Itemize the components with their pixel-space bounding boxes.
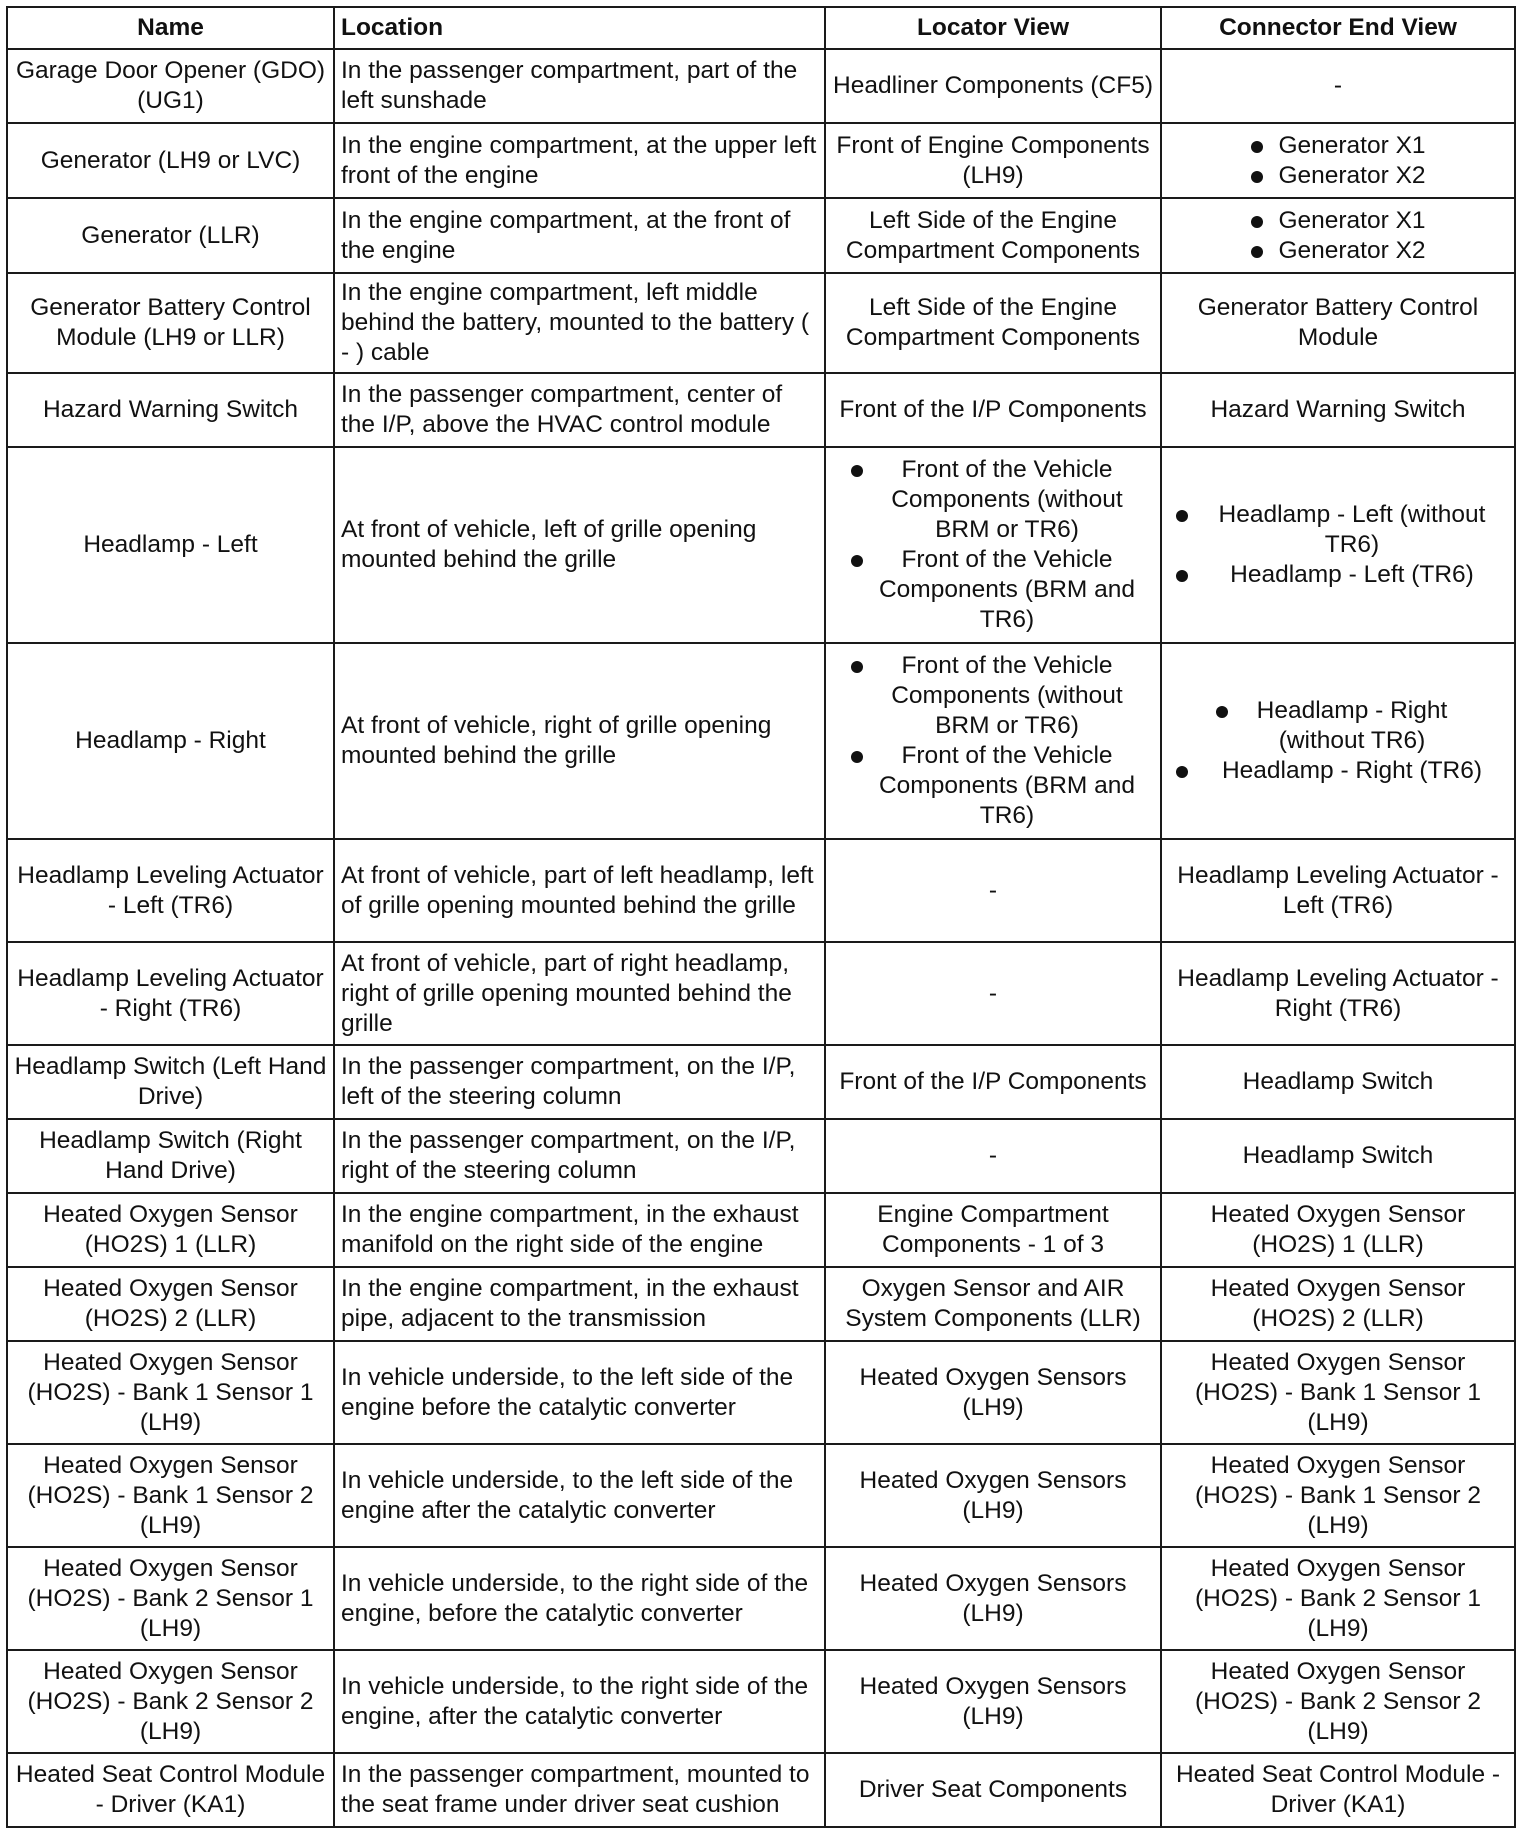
cell-connector-end-view: Heated Oxygen Sensor (HO2S) - Bank 2 Sensor 1 (LH9) (1161, 1547, 1515, 1650)
table-row (7, 1650, 1515, 1753)
cell-location: At front of vehicle, part of right headlamp, right of grille opening mounted behind the grille (334, 942, 825, 1045)
cell-location: In the engine compartment, in the exhaust manifold on the right side of the engine (334, 1193, 825, 1267)
component-locator-table (6, 6, 1516, 1828)
bullet-item: Headlamp - Right (without TR6) (1214, 696, 1462, 756)
cell-locator-view: Left Side of the Engine Compartment Components (825, 273, 1161, 373)
cell-location: At front of vehicle, part of left headlamp, left of grille opening mounted behind the grille (334, 839, 825, 942)
bullet-list (1168, 500, 1508, 590)
cell-connector-end-view (1161, 643, 1515, 839)
bullet-list (832, 651, 1154, 831)
cell-connector-end-view (1161, 123, 1515, 198)
cell-connector-end-view: Generator Battery Control Module (1161, 273, 1515, 373)
cell-name: Heated Oxygen Sensor (HO2S) - Bank 1 Sensor 1 (LH9) (7, 1341, 334, 1444)
cell-name: Headlamp Leveling Actuator - Right (TR6) (7, 942, 334, 1045)
cell-locator-view: Oxygen Sensor and AIR System Components (LLR) (825, 1267, 1161, 1341)
table-row (7, 1753, 1515, 1827)
cell-name: Heated Oxygen Sensor (HO2S) - Bank 2 Sensor 2 (LH9) (7, 1650, 334, 1753)
cell-name: Heated Oxygen Sensor (HO2S) - Bank 1 Sensor 2 (LH9) (7, 1444, 334, 1547)
table-row (7, 1444, 1515, 1547)
cell-connector-end-view: - (1161, 49, 1515, 123)
cell-connector-end-view: Heated Oxygen Sensor (HO2S) - Bank 2 Sensor 2 (LH9) (1161, 1650, 1515, 1753)
table-row (7, 123, 1515, 198)
cell-location: In vehicle underside, to the right side of the engine, after the catalytic converter (334, 1650, 825, 1753)
cell-locator-view: Front of the I/P Components (825, 373, 1161, 447)
cell-location: At front of vehicle, right of grille opening mounted behind the grille (334, 643, 825, 839)
table-row (7, 273, 1515, 373)
cell-location: In vehicle underside, to the right side of the engine, before the catalytic converter (334, 1547, 825, 1650)
cell-location: In the engine compartment, left middle behind the battery, mounted to the battery ( - ) cable (334, 273, 825, 373)
cell-connector-end-view: Headlamp Switch (1161, 1045, 1515, 1119)
cell-connector-end-view: Heated Seat Control Module - Driver (KA1) (1161, 1753, 1515, 1827)
cell-connector-end-view: Heated Oxygen Sensor (HO2S) 1 (LLR) (1161, 1193, 1515, 1267)
bullet-item: Generator X2 (1249, 161, 1427, 191)
bullet-list (1168, 131, 1508, 191)
cell-connector-end-view: Hazard Warning Switch (1161, 373, 1515, 447)
cell-locator-view: Driver Seat Components (825, 1753, 1161, 1827)
cell-name: Generator (LH9 or LVC) (7, 123, 334, 198)
table-row (7, 1267, 1515, 1341)
cell-connector-end-view: Heated Oxygen Sensor (HO2S) - Bank 1 Sensor 1 (LH9) (1161, 1341, 1515, 1444)
cell-name: Headlamp Switch (Left Hand Drive) (7, 1045, 334, 1119)
cell-name: Garage Door Opener (GDO) (UG1) (7, 49, 334, 123)
cell-name: Heated Oxygen Sensor (HO2S) 2 (LLR) (7, 1267, 334, 1341)
cell-name: Generator Battery Control Module (LH9 or LLR) (7, 273, 334, 373)
bullet-list (1168, 696, 1508, 786)
bullet-item: Front of the Vehicle Components (BRM and TR6) (849, 741, 1137, 831)
cell-name: Headlamp - Right (7, 643, 334, 839)
cell-name: Headlamp - Left (7, 447, 334, 643)
bullet-item: Front of the Vehicle Components (without BRM or TR6) (849, 651, 1137, 741)
bullet-list (1168, 206, 1508, 266)
cell-locator-view: Headliner Components (CF5) (825, 49, 1161, 123)
cell-connector-end-view: Heated Oxygen Sensor (HO2S) 2 (LLR) (1161, 1267, 1515, 1341)
cell-locator-view: Engine Compartment Components - 1 of 3 (825, 1193, 1161, 1267)
bullet-item: Headlamp - Left (without TR6) (1174, 500, 1502, 560)
cell-locator-view: - (825, 942, 1161, 1045)
cell-locator-view: - (825, 839, 1161, 942)
table-row (7, 198, 1515, 273)
cell-connector-end-view: Headlamp Leveling Actuator - Left (TR6) (1161, 839, 1515, 942)
cell-name: Hazard Warning Switch (7, 373, 334, 447)
table-row (7, 447, 1515, 643)
cell-location: At front of vehicle, left of grille opening mounted behind the grille (334, 447, 825, 643)
table-row (7, 1193, 1515, 1267)
cell-locator-view: Front of Engine Components (LH9) (825, 123, 1161, 198)
bullet-item: Generator X1 (1249, 131, 1427, 161)
table-row (7, 1341, 1515, 1444)
cell-connector-end-view: Heated Oxygen Sensor (HO2S) - Bank 1 Sensor 2 (LH9) (1161, 1444, 1515, 1547)
cell-name: Headlamp Leveling Actuator - Left (TR6) (7, 839, 334, 942)
table-row (7, 373, 1515, 447)
table-row (7, 839, 1515, 942)
cell-name: Generator (LLR) (7, 198, 334, 273)
cell-connector-end-view (1161, 198, 1515, 273)
table-row (7, 49, 1515, 123)
cell-locator-view: Heated Oxygen Sensors (LH9) (825, 1341, 1161, 1444)
table-row (7, 1045, 1515, 1119)
cell-location: In the passenger compartment, part of the left sunshade (334, 49, 825, 123)
table-row (7, 1547, 1515, 1650)
cell-connector-end-view (1161, 447, 1515, 643)
table-row (7, 643, 1515, 839)
bullet-item: Headlamp - Right (TR6) (1174, 756, 1502, 786)
cell-locator-view: Heated Oxygen Sensors (LH9) (825, 1650, 1161, 1753)
table-row (7, 942, 1515, 1045)
cell-name: Heated Oxygen Sensor (HO2S) 1 (LLR) (7, 1193, 334, 1267)
bullet-item: Generator X1 (1249, 206, 1427, 236)
component-locator-page (6, 6, 1516, 1828)
cell-name: Heated Oxygen Sensor (HO2S) - Bank 2 Sensor 1 (LH9) (7, 1547, 334, 1650)
cell-locator-view: Left Side of the Engine Compartment Components (825, 198, 1161, 273)
cell-locator-view: Front of the I/P Components (825, 1045, 1161, 1119)
table-header-row (7, 7, 1515, 49)
cell-name: Heated Seat Control Module - Driver (KA1) (7, 1753, 334, 1827)
cell-location: In the engine compartment, at the upper left front of the engine (334, 123, 825, 198)
cell-location: In the engine compartment, at the front of the engine (334, 198, 825, 273)
cell-locator-view (825, 643, 1161, 839)
cell-location: In the passenger compartment, on the I/P, right of the steering column (334, 1119, 825, 1193)
bullet-item: Generator X2 (1249, 236, 1427, 266)
cell-locator-view: - (825, 1119, 1161, 1193)
table-row (7, 1119, 1515, 1193)
bullet-item: Headlamp - Left (TR6) (1174, 560, 1502, 590)
cell-locator-view (825, 447, 1161, 643)
cell-location: In vehicle underside, to the left side of the engine before the catalytic converter (334, 1341, 825, 1444)
cell-connector-end-view: Headlamp Leveling Actuator - Right (TR6) (1161, 942, 1515, 1045)
column-header-locator-view: Locator View (825, 7, 1161, 49)
cell-location: In the passenger compartment, on the I/P, left of the steering column (334, 1045, 825, 1119)
bullet-item: Front of the Vehicle Components (BRM and TR6) (849, 545, 1137, 635)
cell-location: In vehicle underside, to the left side of the engine after the catalytic converter (334, 1444, 825, 1547)
cell-locator-view: Heated Oxygen Sensors (LH9) (825, 1444, 1161, 1547)
bullet-item: Front of the Vehicle Components (without BRM or TR6) (849, 455, 1137, 545)
cell-location: In the passenger compartment, center of the I/P, above the HVAC control module (334, 373, 825, 447)
column-header-location: Location (334, 7, 825, 49)
cell-connector-end-view: Headlamp Switch (1161, 1119, 1515, 1193)
column-header-name: Name (7, 7, 334, 49)
cell-name: Headlamp Switch (Right Hand Drive) (7, 1119, 334, 1193)
cell-location: In the passenger compartment, mounted to the seat frame under driver seat cushion (334, 1753, 825, 1827)
cell-location: In the engine compartment, in the exhaust pipe, adjacent to the transmission (334, 1267, 825, 1341)
bullet-list (832, 455, 1154, 635)
cell-locator-view: Heated Oxygen Sensors (LH9) (825, 1547, 1161, 1650)
column-header-connector-end-view: Connector End View (1161, 7, 1515, 49)
